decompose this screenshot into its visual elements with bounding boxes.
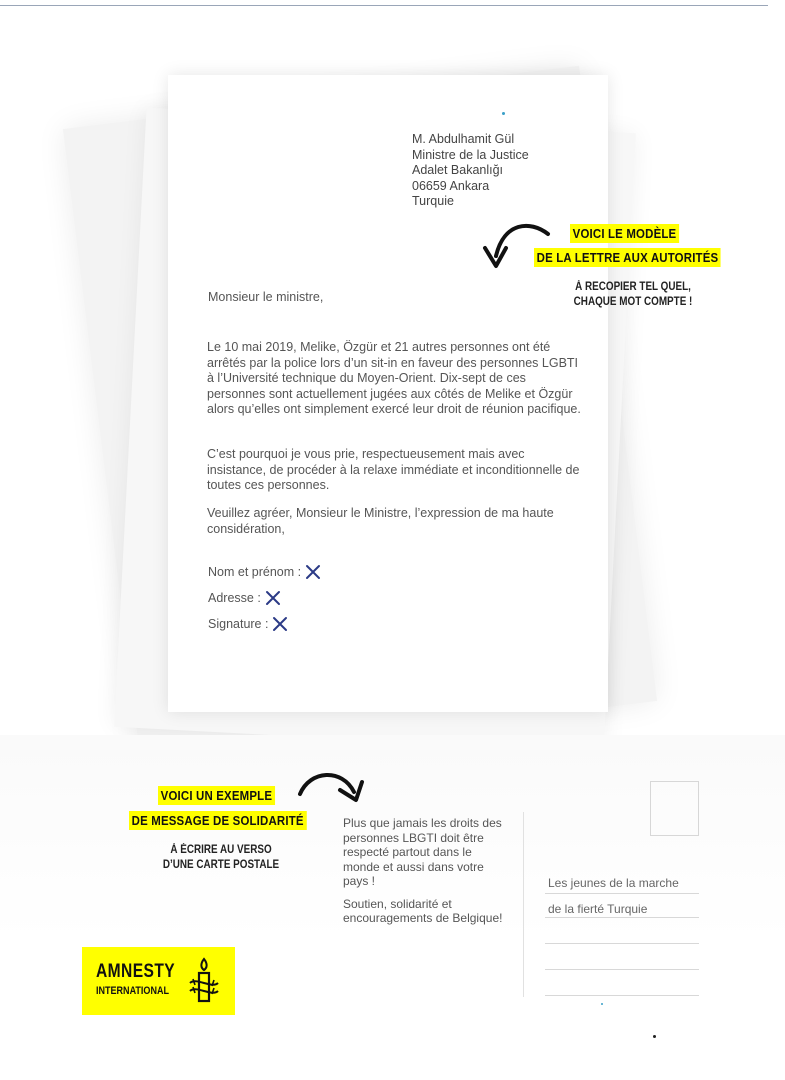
letter-paragraph: Le 10 mai 2019, Melike, Özgür et 21 autres personnes ont été arrêtés par la police lors d’un sit-in en faveur des personnes LGBTI à l’Université technique du Moyen-Orient. Dix-sept de ces personnes sont actuellement jugées aux côtés de Melike et Özgür alors qu’elles ont simplement exercé leur droit de réunion pacifique. (207, 340, 581, 416)
cross-mark-icon (265, 590, 281, 606)
cross-mark-icon (272, 616, 288, 632)
subtitle-line: À ÉCRIRE AU VERSO (170, 844, 272, 856)
salutation: Monsieur le ministre, (208, 290, 324, 304)
postcard-message (343, 816, 503, 934)
field-label: Adresse : (208, 591, 261, 605)
recipient-line: Adalet Bakanlığı (412, 163, 504, 177)
logo-subtext: INTERNATIONAL (96, 985, 169, 997)
callout-postcard-title-1 (158, 786, 291, 805)
field-label: Signature : (208, 617, 269, 631)
speck (502, 112, 505, 115)
subtitle-line: D’UNE CARTE POSTALE (162, 859, 280, 871)
recipient-line: Turquie (412, 194, 454, 208)
recipient-address (412, 132, 529, 210)
signature-field (208, 611, 321, 637)
postcard-address-line: Les jeunes de la marche (548, 876, 679, 890)
callout-letter-title-2 (534, 248, 746, 267)
logo-text: AMNESTY (96, 961, 176, 982)
speck (601, 1003, 603, 1005)
postcard-address-line: de la fierté Turquie (548, 902, 648, 916)
top-edge-line (0, 5, 768, 6)
address-rule (545, 917, 699, 918)
address-rule (545, 995, 699, 996)
callout-postcard-subtitle (139, 843, 302, 873)
recipient-line: 06659 Ankara (412, 178, 490, 193)
cross-mark-icon (305, 564, 321, 580)
highlight-label: DE MESSAGE DE SOLIDARITÉ (129, 811, 306, 830)
highlight-label: DE LA LETTRE AUX AUTORITÉS (534, 248, 721, 267)
recipient-line: Ministre de la Justice (412, 147, 529, 162)
highlight-label: VOICI UN EXEMPLE (158, 786, 275, 805)
postcard-message-paragraph: Plus que jamais les droits des personnes LBGTI doit être respecté partout dans le monde et aussi dans votre pays ! (343, 816, 502, 888)
address-rule (545, 943, 699, 944)
stamp-box (650, 781, 699, 836)
recipient-line: M. Abdulhamit Gül (412, 132, 515, 146)
callout-letter-subtitle (569, 280, 698, 310)
subtitle-line: À RECOPIER TEL QUEL, (575, 281, 691, 293)
postcard-message-paragraph: Soutien, solidarité et encouragements de Belgique! (343, 896, 503, 925)
callout-letter-title-1 (570, 224, 694, 243)
postcard-divider (523, 812, 524, 997)
address-rule (545, 893, 699, 894)
subtitle-line: CHAQUE MOT COMPTE ! (573, 296, 693, 308)
address-field (208, 585, 321, 611)
callout-postcard-title-2 (129, 811, 331, 830)
field-label: Nom et prénom : (208, 565, 302, 579)
amnesty-logo (82, 947, 235, 1015)
sender-fields (208, 559, 321, 637)
letter-paragraph: C’est pourquoi je vous prie, respectueusement mais avec insistance, de procéder à la relaxe immédiate et inconditionnelle de toutes ces personnes. (207, 447, 580, 492)
letter-paragraph: Veuillez agréer, Monsieur le Ministre, l’expression de ma haute considération, (207, 506, 554, 536)
speck (653, 1035, 656, 1038)
name-field (208, 559, 321, 585)
candle-barbed-wire-icon (186, 957, 222, 1005)
address-rule (545, 969, 699, 970)
highlight-label: VOICI LE MODÈLE (570, 224, 679, 243)
curved-arrow-icon (296, 766, 368, 806)
